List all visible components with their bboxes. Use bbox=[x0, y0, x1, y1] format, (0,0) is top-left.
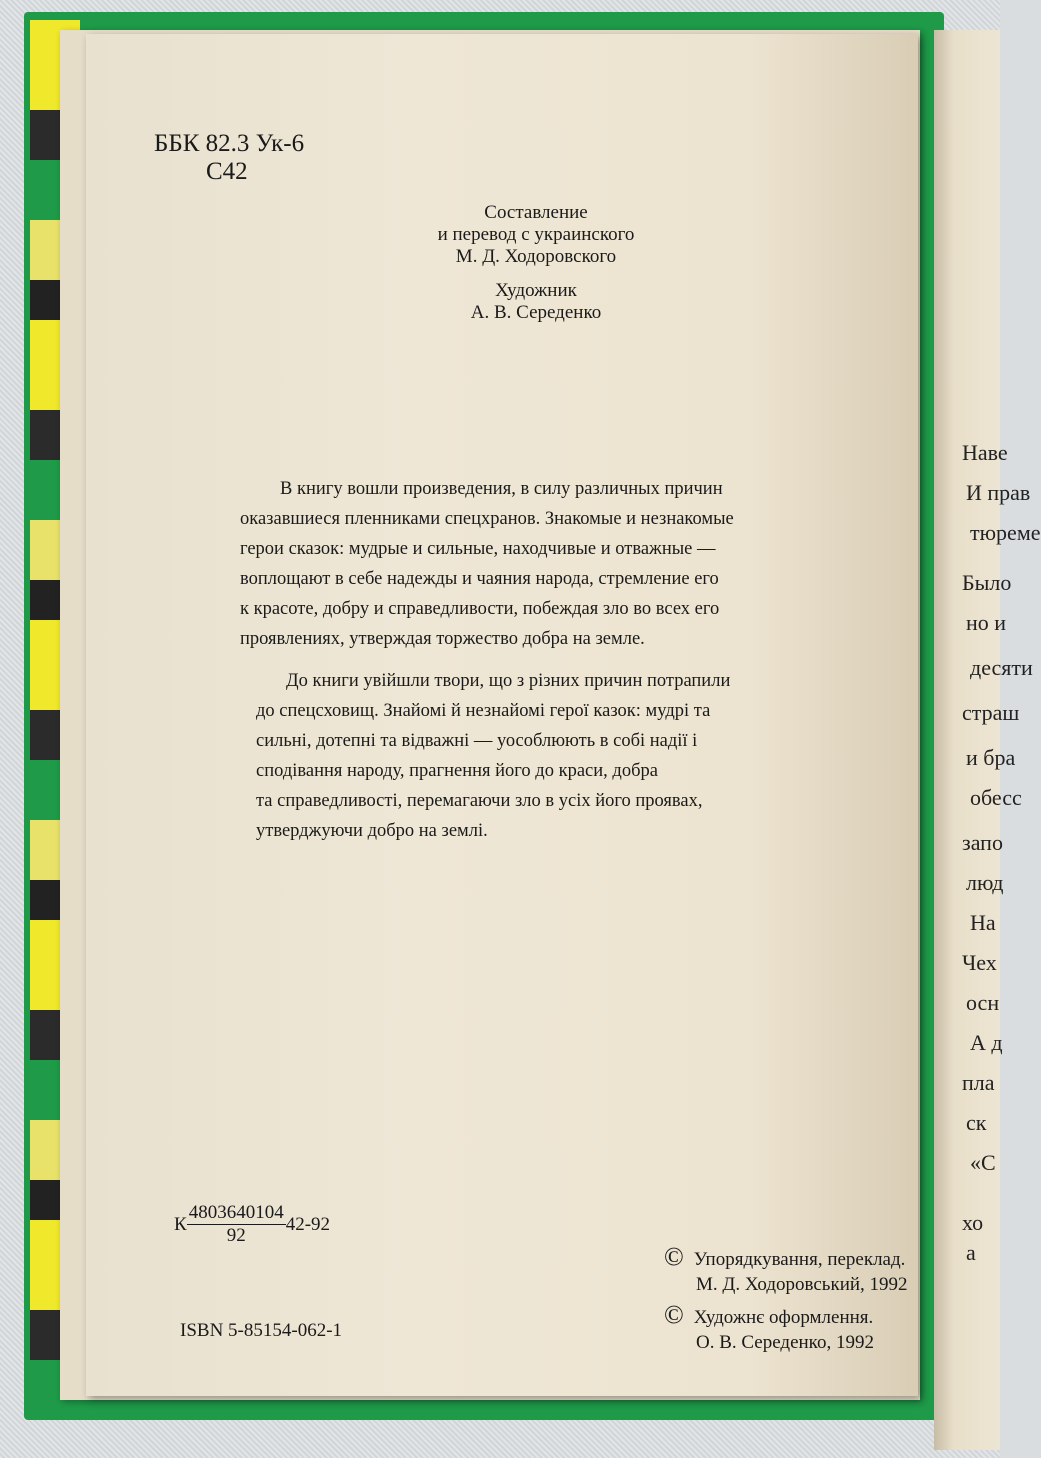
facing-page-fragment: тюреме bbox=[970, 520, 1041, 545]
facing-page-fragment: На bbox=[970, 910, 996, 935]
copyright-design bbox=[664, 1302, 874, 1355]
annotation-uk-line: сподівання народу, прагнення його до краси, добра bbox=[256, 761, 658, 781]
annotation-uk-line: утверджуючи добро на землі. bbox=[256, 821, 488, 841]
facing-page-fragment: пла bbox=[962, 1070, 995, 1095]
isbn: ISBN 5-85154-062-1 bbox=[180, 1320, 343, 1341]
facing-page-fragment: Наве bbox=[962, 440, 1008, 465]
annotation-uk-line: та справедливості, перемагаючи зло в усіх його проявах, bbox=[256, 791, 703, 811]
catalog-index bbox=[174, 1202, 330, 1247]
facing-page-fragment: обесс bbox=[970, 785, 1022, 810]
copyright-icon: © bbox=[664, 1242, 684, 1271]
annotation-ru-line: герои сказок: мудрые и сильные, находчивые и отважные — bbox=[240, 539, 716, 559]
catalog-prefix: К bbox=[174, 1214, 187, 1235]
facing-page-fragment: а bbox=[966, 1240, 976, 1265]
facing-page-fragment: хо bbox=[962, 1210, 984, 1235]
artist-label: Художник bbox=[495, 280, 577, 301]
facing-page-fragment: страш bbox=[962, 700, 1020, 725]
author-mark: С42 bbox=[206, 158, 248, 185]
catalog-suffix: 42-92 bbox=[285, 1214, 331, 1235]
copyright-line: Упорядкування, переклад. bbox=[693, 1249, 906, 1270]
facing-page-fragment: десяти bbox=[970, 655, 1033, 680]
compiler-label: Составление bbox=[484, 202, 588, 223]
catalog-numerator: 4803640104 bbox=[188, 1202, 284, 1223]
annotation-russian bbox=[240, 474, 734, 654]
facing-page-fragment: но и bbox=[966, 610, 1007, 635]
facing-page-fragment: запо bbox=[962, 830, 1003, 855]
facing-page-fragment: Чех bbox=[962, 950, 997, 975]
facing-page bbox=[934, 30, 1041, 1450]
compiler-name: М. Д. Ходоровского bbox=[455, 246, 617, 267]
annotation-uk-line: до спецсховищ. Знайомі й незнайомі герої казок: мудрі та bbox=[256, 701, 711, 721]
copyright-compilation bbox=[664, 1244, 908, 1297]
facing-page-fragment: «С bbox=[970, 1150, 996, 1175]
copyright-line: Художнє оформлення. bbox=[693, 1307, 874, 1328]
annotation-uk-line: До книги увійшли твори, що з різних причин потрапили bbox=[286, 671, 731, 691]
imprint-page bbox=[86, 34, 918, 1396]
facing-page-fragment: Было bbox=[962, 570, 1012, 595]
annotation-ru-line: В книгу вошли произведения, в силу различных причин bbox=[280, 479, 723, 499]
copyright-icon: © bbox=[664, 1300, 684, 1329]
annotation-ru-line: проявлениях, утверждая торжество добра на земле. bbox=[240, 629, 645, 649]
facing-page-fragment: осн bbox=[966, 990, 1000, 1015]
annotation-ru-line: оказавшиеся пленниками спецхранов. Знакомые и незнакомые bbox=[240, 509, 734, 529]
annotation-ru-line: к красоте, добру и справедливости, побеждая зло во всех его bbox=[240, 599, 720, 619]
annotation-uk-line: сильні, дотепні та відважні — уособлюють в собі надії і bbox=[256, 731, 698, 751]
facing-page-fragment: И прав bbox=[966, 480, 1031, 505]
annotation-ukrainian bbox=[256, 666, 730, 846]
compiler-line2: и перевод с украинского bbox=[437, 224, 635, 245]
facing-page-fragment: ск bbox=[966, 1110, 987, 1135]
annotation-ru-line: воплощают в себе надежды и чаяния народа, стремление его bbox=[240, 569, 719, 589]
artist-name: А. В. Середенко bbox=[470, 302, 602, 323]
facing-page-fragment: и бра bbox=[966, 745, 1016, 770]
copyright-line: О. В. Середенко, 1992 bbox=[696, 1332, 874, 1353]
facing-page-fragment: А д bbox=[970, 1030, 1003, 1055]
catalog-denominator: 92 bbox=[226, 1225, 246, 1246]
bbk-code: ББК 82.3 Ук-6 bbox=[154, 130, 305, 157]
copyright-line: М. Д. Ходоровський, 1992 bbox=[696, 1274, 908, 1295]
facing-page-fragment: люд bbox=[966, 870, 1004, 895]
